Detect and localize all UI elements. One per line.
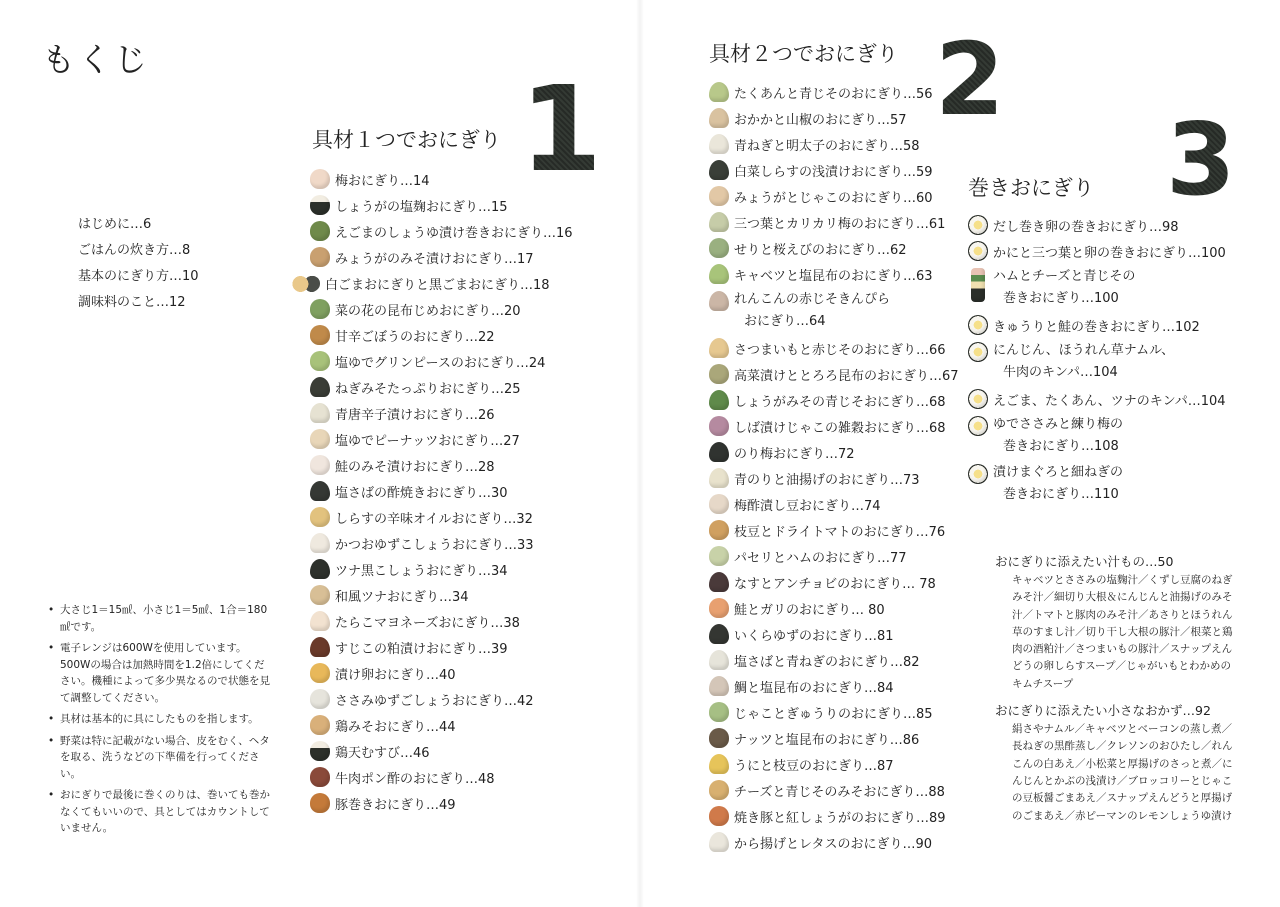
onigiri-thumbnail-icon	[310, 585, 330, 605]
onigiri-thumbnail-icon	[292, 273, 320, 293]
onigiri-thumbnail-icon	[310, 403, 330, 423]
onigiri-thumbnail-icon	[310, 481, 330, 501]
toc-entry-label: 塩ゆでピーナッツおにぎり…27	[335, 433, 520, 449]
toc-entry-label: うにと枝豆のおにぎり…87	[734, 758, 894, 774]
toc-entry[interactable]	[709, 777, 959, 803]
toc-entry-label: から揚げとレタスのおにぎり…90	[734, 836, 933, 852]
note-item: • 野菜は特に記載がない場合、皮をむく、ヘタを取る、洗うなどの下準備を行ってください。	[48, 733, 273, 783]
onigiri-thumbnail-icon	[310, 533, 330, 553]
toc-entry[interactable]	[310, 166, 573, 192]
toc-entry[interactable]	[709, 105, 959, 131]
toc-entry[interactable]	[709, 79, 959, 105]
toc-entry[interactable]	[310, 374, 573, 400]
toc-entry-label: パセリとハムのおにぎり…77	[734, 550, 907, 566]
onigiri-thumbnail-icon	[709, 468, 729, 488]
side-dishes-title[interactable]: おにぎりに添えたい小さなおかず…92	[995, 703, 1211, 719]
toc-entry-label: 鮭とガリのおにぎり… 80	[734, 602, 885, 618]
onigiri-thumbnail-icon	[709, 676, 729, 696]
onigiri-thumbnail-icon	[709, 442, 729, 462]
toc-entry[interactable]	[709, 209, 959, 235]
toc-entry[interactable]	[709, 647, 959, 673]
onigiri-thumbnail-icon	[709, 238, 729, 258]
onigiri-thumbnail-icon	[310, 299, 330, 319]
onigiri-thumbnail-icon	[310, 169, 330, 189]
section-1-title: 具材１つでおにぎり	[312, 128, 501, 152]
toc-entry-label: 青ねぎと明太子のおにぎり…58	[734, 138, 920, 154]
toc-entry[interactable]	[310, 556, 573, 582]
side-dishes-list: 絹さやナムル／キャベツとベーコンの蒸し煮／長ねぎの黒酢蒸し／クレソンのおひたし／れんこんの白あえ／小松菜と厚揚げのさっと煮／にんじんとかぶの浅漬け／ブロッコリーとじゃこの豆板醤ごまあえ／スナップえんどうと厚揚げのごまあえ／赤ピーマンのレモンしょうゆ漬け	[1012, 723, 1233, 822]
onigiri-thumbnail-icon	[968, 215, 988, 235]
onigiri-thumbnail-icon	[971, 268, 985, 302]
toc-entry[interactable]	[310, 686, 573, 712]
toc-entry[interactable]	[310, 608, 573, 634]
onigiri-thumbnail-icon	[709, 390, 729, 410]
toc-entry[interactable]	[709, 569, 959, 595]
onigiri-thumbnail-icon	[310, 325, 330, 345]
note-item: • 電子レンジは600Wを使用しています。500Wの場合は加熱時間を1.2倍にしてください。機種によって多少異なるので状態を見て調整してください。	[48, 640, 273, 706]
toc-entry[interactable]	[709, 465, 959, 491]
onigiri-thumbnail-icon	[310, 247, 330, 267]
toc-entry-label: せりと桜えびのおにぎり…62	[734, 242, 907, 258]
onigiri-thumbnail-icon	[968, 315, 988, 335]
toc-entry[interactable]	[709, 491, 959, 517]
toc-entry-label: きゅうりと鮭の巻きおにぎり…102	[993, 319, 1200, 335]
toc-entry[interactable]	[709, 235, 959, 261]
toc-entry[interactable]	[709, 725, 959, 751]
onigiri-thumbnail-icon	[709, 186, 729, 206]
toc-entry[interactable]	[709, 621, 959, 647]
toc-entry[interactable]	[310, 244, 573, 270]
toc-entry-label: えごまのしょうゆ漬け巻きおにぎり…16	[335, 225, 573, 241]
toc-entry-label: 鯛と塩昆布のおにぎり…84	[734, 680, 894, 696]
toc-entry-label: 漬けまぐろと細ねぎの 巻きおにぎり…110	[993, 465, 1124, 502]
onigiri-thumbnail-icon	[310, 377, 330, 397]
toc-entry-label: 漬け卵おにぎり…40	[335, 667, 456, 683]
toc-entry-label: 牛肉ポン酢のおにぎり…48	[335, 771, 495, 787]
soups-title[interactable]: おにぎりに添えたい汁もの…50	[995, 554, 1174, 569]
extras-block	[995, 552, 1240, 825]
toc-entry-label: 豚巻きおにぎり…49	[335, 797, 456, 813]
toc-entry[interactable]	[968, 264, 1226, 312]
onigiri-thumbnail-icon	[709, 754, 729, 774]
toc-entry[interactable]	[310, 530, 573, 556]
toc-entry-label: たくあんと青じそのおにぎり…56	[734, 86, 933, 102]
onigiri-thumbnail-icon	[709, 806, 729, 826]
onigiri-thumbnail-icon	[709, 364, 729, 384]
toc-entry-label: ハムとチーズと青じその 巻きおにぎり…100	[993, 269, 1136, 306]
onigiri-thumbnail-icon	[310, 793, 330, 813]
toc-entry-label: キャベツと塩昆布のおにぎり…63	[734, 268, 933, 284]
toc-entry-label: みょうがとじゃこのおにぎり…60	[734, 190, 933, 206]
toc-entry-label: かにと三つ葉と卵の巻きおにぎり…100	[993, 245, 1226, 261]
toc-entry[interactable]	[709, 361, 959, 387]
toc-entry-label: ナッツと塩昆布のおにぎり…86	[734, 732, 920, 748]
page-title: もくじ	[42, 40, 150, 79]
toc-entry-label: さつまいもと赤じそのおにぎり…66	[734, 342, 946, 358]
onigiri-thumbnail-icon	[310, 429, 330, 449]
onigiri-thumbnail-icon	[709, 291, 729, 311]
toc-entry-label: 菜の花の昆布じめおにぎり…20	[335, 303, 521, 319]
onigiri-thumbnail-icon	[709, 780, 729, 800]
toc-entry[interactable]	[310, 322, 573, 348]
section-number-3: 3	[1166, 101, 1236, 218]
toc-entry-label: れんこんの赤じそきんぴら おにぎり…64	[734, 292, 891, 329]
toc-entry[interactable]	[310, 764, 573, 790]
onigiri-thumbnail-icon	[709, 650, 729, 670]
toc-entry-label: のり梅おにぎり…72	[734, 446, 855, 462]
toc-entry-label: 三つ葉とカリカリ梅のおにぎり…61	[734, 216, 946, 232]
onigiri-thumbnail-icon	[709, 728, 729, 748]
onigiri-thumbnail-icon	[709, 212, 729, 232]
intro-item[interactable]: ごはんの炊き方…8	[78, 243, 191, 258]
toc-entry-label: すじこの粕漬けおにぎり…39	[335, 641, 508, 657]
toc-entry[interactable]	[310, 478, 573, 504]
toc-entry[interactable]	[310, 738, 573, 764]
toc-entry[interactable]	[310, 218, 573, 244]
onigiri-thumbnail-icon	[310, 663, 330, 683]
toc-entry[interactable]	[709, 335, 959, 361]
toc-entry-label: いくらゆずのおにぎり…81	[734, 628, 894, 644]
toc-entry[interactable]	[310, 270, 573, 296]
section-2-list	[709, 79, 959, 855]
toc-entry-label: 甘辛ごぼうのおにぎり…22	[335, 329, 495, 345]
intro-list	[78, 212, 199, 316]
toc-entry[interactable]	[310, 296, 573, 322]
toc-entry-label: 塩ゆでグリンピースのおにぎり…24	[335, 355, 546, 371]
toc-entry-label: ささみゆずごしょうおにぎり…42	[335, 693, 534, 709]
notes-list	[48, 602, 273, 842]
toc-entry-label: 焼き豚と紅しょうがのおにぎり…89	[734, 810, 946, 826]
toc-entry[interactable]	[709, 131, 959, 157]
toc-entry-label: 青唐辛子漬けおにぎり…26	[335, 407, 495, 423]
toc-entry-label: しば漬けじゃこの雑穀おにぎり…68	[734, 420, 946, 436]
onigiri-thumbnail-icon	[709, 520, 729, 540]
toc-entry-label: 青のりと油揚げのおにぎり…73	[734, 472, 920, 488]
toc-entry-label: 梅酢漬し豆おにぎり…74	[734, 498, 881, 514]
toc-entry-label: だし巻き卵の巻きおにぎり…98	[993, 219, 1179, 235]
toc-entry[interactable]	[709, 287, 959, 335]
section-1-list	[310, 166, 573, 816]
toc-entry-label: 梅おにぎり…14	[335, 173, 430, 189]
toc-entry[interactable]	[968, 412, 1226, 460]
toc-entry[interactable]	[709, 803, 959, 829]
toc-entry[interactable]	[709, 261, 959, 287]
toc-entry-label: しょうがみその青じそおにぎり…68	[734, 394, 946, 410]
toc-entry[interactable]	[310, 712, 573, 738]
toc-entry-label: 高菜漬けととろろ昆布のおにぎり…67	[734, 368, 959, 384]
toc-entry[interactable]	[709, 699, 959, 725]
toc-entry-label: 塩さばの酢焼きおにぎり…30	[335, 485, 508, 501]
onigiri-thumbnail-icon	[709, 108, 729, 128]
onigiri-thumbnail-icon	[310, 455, 330, 475]
toc-entry-label: おかかと山椒のおにぎり…57	[734, 112, 907, 128]
toc-entry-label: たらこマヨネーズおにぎり…38	[335, 615, 520, 631]
onigiri-thumbnail-icon	[709, 832, 729, 852]
toc-entry[interactable]	[310, 452, 573, 478]
toc-entry-label: えごま、たくあん、ツナのキンパ…104	[993, 393, 1226, 409]
toc-entry-label: みょうがのみそ漬けおにぎり…17	[335, 251, 534, 267]
toc-entry[interactable]	[709, 829, 959, 855]
onigiri-thumbnail-icon	[709, 338, 729, 358]
onigiri-thumbnail-icon	[310, 689, 330, 709]
onigiri-thumbnail-icon	[310, 195, 330, 215]
onigiri-thumbnail-icon	[968, 389, 988, 409]
toc-entry-label: ゆでささみと練り梅の 巻きおにぎり…108	[993, 417, 1124, 454]
toc-entry[interactable]	[968, 386, 1226, 412]
note-item: • 具材は基本的に具にしたものを指します。	[48, 711, 273, 728]
section-number-1: 1	[520, 60, 603, 198]
onigiri-thumbnail-icon	[310, 767, 330, 787]
note-item: • おにぎりで最後に巻くのりは、巻いても巻かなくてもいいので、具としてはカウントしていません。	[48, 787, 273, 837]
onigiri-thumbnail-icon	[709, 702, 729, 722]
section-2-title: 具材２つでおにぎり	[709, 42, 898, 66]
toc-entry-label: かつおゆずこしょうおにぎり…33	[335, 537, 534, 553]
toc-entry-label: じゃことぎゅうりのおにぎり…85	[734, 706, 933, 722]
toc-entry[interactable]	[310, 192, 573, 218]
toc-entry[interactable]	[310, 400, 573, 426]
onigiri-thumbnail-icon	[709, 494, 729, 514]
toc-entry-label: 枝豆とドライトマトのおにぎり…76	[734, 524, 946, 540]
toc-entry[interactable]	[709, 387, 959, 413]
toc-entry[interactable]	[968, 238, 1226, 264]
onigiri-thumbnail-icon	[310, 507, 330, 527]
toc-entry[interactable]	[709, 183, 959, 209]
toc-entry[interactable]	[968, 338, 1226, 386]
onigiri-thumbnail-icon	[709, 134, 729, 154]
toc-entry[interactable]	[310, 790, 573, 816]
onigiri-thumbnail-icon	[968, 241, 988, 261]
toc-entry-label: 鮭のみそ漬けおにぎり…28	[335, 459, 495, 475]
onigiri-thumbnail-icon	[709, 160, 729, 180]
toc-entry[interactable]	[968, 460, 1226, 508]
onigiri-thumbnail-icon	[310, 637, 330, 657]
soups-list: キャベツとささみの塩麴汁／くずし豆腐のねぎみそ汁／細切り大根＆にんじんと油揚げのみそ汁／トマトと豚肉のみそ汁／あさりとほうれん草のすまし汁／切り干し大根の豚汁／根菜と鶏肉の酒粕汁／さつまいもの豚汁／スナップえんどうの卵しらすスープ／じゃがいもとわかめのキムチスープ	[1012, 574, 1233, 690]
toc-entry-label: 白菜しらすの浅漬けおにぎり…59	[734, 164, 933, 180]
toc-entry-label: チーズと青じそのみそおにぎり…88	[734, 784, 945, 800]
page-gutter	[636, 0, 644, 907]
intro-item[interactable]: はじめに…6	[78, 217, 152, 232]
toc-entry-label: 白ごまおにぎりと黒ごまおにぎり…18	[325, 277, 550, 293]
toc-entry-label: ツナ黒こしょうおにぎり…34	[335, 563, 508, 579]
toc-entry-label: 鶏天むすび…46	[335, 745, 430, 761]
section-3-list	[968, 212, 1226, 508]
onigiri-thumbnail-icon	[310, 741, 330, 761]
toc-entry-label: しょうがの塩麹おにぎり…15	[335, 199, 508, 215]
toc-entry-label: なすとアンチョビのおにぎり… 78	[734, 576, 936, 592]
onigiri-thumbnail-icon	[709, 546, 729, 566]
toc-entry-label: ねぎみそたっぷりおにぎり…25	[335, 381, 521, 397]
toc-entry[interactable]	[709, 595, 959, 621]
onigiri-thumbnail-icon	[709, 572, 729, 592]
toc-entry[interactable]	[709, 413, 959, 439]
toc-entry[interactable]	[310, 634, 573, 660]
section-number-2: 2	[935, 21, 1005, 138]
toc-entry[interactable]	[709, 157, 959, 183]
onigiri-thumbnail-icon	[968, 416, 988, 436]
intro-item[interactable]: 調味料のこと…12	[78, 295, 186, 310]
onigiri-thumbnail-icon	[709, 264, 729, 284]
toc-entry[interactable]	[968, 312, 1226, 338]
toc-entry-label: しらすの辛味オイルおにぎり…32	[335, 511, 533, 527]
toc-entry[interactable]	[310, 348, 573, 374]
toc-entry[interactable]	[310, 504, 573, 530]
toc-entry-label: 和風ツナおにぎり…34	[335, 589, 469, 605]
intro-item[interactable]: 基本のにぎり方…10	[78, 269, 199, 284]
toc-entry[interactable]	[310, 582, 573, 608]
toc-entry[interactable]	[709, 751, 959, 777]
onigiri-thumbnail-icon	[968, 464, 988, 484]
toc-entry[interactable]	[709, 543, 959, 569]
note-item: • 大さじ1＝15㎖、小さじ1＝5㎖、1合＝180㎖です。	[48, 602, 273, 635]
onigiri-thumbnail-icon	[709, 598, 729, 618]
toc-entry-label: 塩さばと青ねぎのおにぎり…82	[734, 654, 920, 670]
toc-entry-label: 鶏みそおにぎり…44	[335, 719, 456, 735]
section-3-title: 巻きおにぎり	[968, 176, 1094, 200]
onigiri-thumbnail-icon	[968, 342, 988, 362]
onigiri-thumbnail-icon	[310, 351, 330, 371]
onigiri-thumbnail-icon	[709, 624, 729, 644]
toc-entry[interactable]	[310, 660, 573, 686]
toc-entry[interactable]	[709, 673, 959, 699]
onigiri-thumbnail-icon	[709, 82, 729, 102]
toc-entry[interactable]	[709, 517, 959, 543]
toc-entry[interactable]	[310, 426, 573, 452]
onigiri-thumbnail-icon	[310, 221, 330, 241]
onigiri-thumbnail-icon	[709, 416, 729, 436]
toc-entry[interactable]	[968, 212, 1226, 238]
onigiri-thumbnail-icon	[310, 611, 330, 631]
onigiri-thumbnail-icon	[310, 559, 330, 579]
toc-entry[interactable]	[709, 439, 959, 465]
toc-entry-label: にんじん、ほうれん草ナムル、 牛肉のキンパ…104	[993, 343, 1175, 380]
onigiri-thumbnail-icon	[310, 715, 330, 735]
